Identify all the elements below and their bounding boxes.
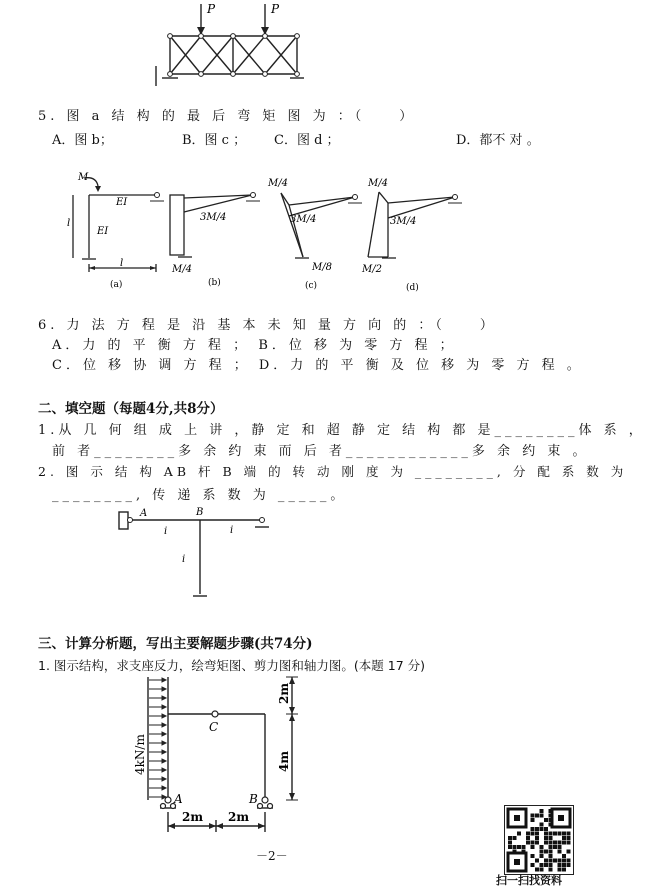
- fig-a-moment-label: M: [78, 172, 89, 183]
- fig-c-top-label: M/4: [268, 178, 288, 189]
- fig-ab-stiffness-1: i: [164, 526, 168, 537]
- section-2-q2-line-1: 2. 图 示 结 构 AB 杆 B 端 的 转 动 刚 度 为 ________, 分 配 系 数 为: [38, 464, 628, 479]
- fig-c-mid-label: 3M/4: [290, 214, 317, 225]
- frame-load-label: 4kN/m: [133, 734, 147, 775]
- q5-option-c: C．图 d ；: [274, 133, 340, 148]
- section-2-heading: 二、填空题（每题4分,共8分）: [38, 401, 224, 417]
- section-2-q2-line-2: ________, 传 递 系 数 为 _____。: [52, 488, 348, 503]
- fig-a-ei-beam: EI: [116, 197, 128, 208]
- fig-d-caption: (d): [406, 283, 419, 293]
- page-number: －2－: [256, 849, 288, 863]
- frame-point-c: C: [209, 720, 219, 734]
- truss-load-1: P: [207, 2, 216, 16]
- fig-d-top-label: M/4: [368, 178, 388, 189]
- section-3-heading: 三、计算分析题，写出主要解题步骤(共74分): [38, 636, 313, 652]
- fig-b-mid-label: 3M/4: [200, 212, 227, 223]
- frame-point-b: B: [249, 792, 258, 806]
- q6-options-line-1: A．力 的 平 衡 方 程 ； B．位 移 为 零 方 程 ；: [52, 338, 457, 353]
- q5-option-b: B．图 c ；: [182, 133, 247, 148]
- section-3-q1: 1. 图示结构，求支座反力，绘弯矩图、剪力图和轴力图。(本题 17 分): [38, 658, 426, 673]
- fig-ab-label-a: A: [140, 508, 148, 519]
- fig-a-caption: (a): [110, 280, 123, 290]
- section-2-q1-line-2: 前 者________多 余 约 束 而 后 者____________多 余 约 束 。: [52, 444, 590, 459]
- frame-dim-vertical-2m: 2m: [277, 682, 291, 704]
- fig-b-caption: (b): [208, 278, 221, 288]
- fig-c-base-label: M/8: [312, 262, 332, 273]
- q5-option-a: A．图 b；: [52, 133, 113, 148]
- fig-a-length-horizontal: l: [120, 258, 124, 269]
- fig-c-caption: (c): [305, 281, 318, 291]
- frame-dim-vertical-4m: 4m: [277, 750, 291, 772]
- fig-ab-label-b: B: [196, 507, 204, 518]
- fig-ab-stiffness-2: i: [230, 525, 234, 536]
- truss-load-2: P: [271, 2, 280, 16]
- fig-b-base-label: M/4: [172, 264, 192, 275]
- q5-stem: 5. 图 a 结 构 的 最 后 弯 矩 图 为 ：（ ）: [38, 109, 417, 124]
- qr-code-image: [504, 805, 574, 875]
- qr-caption: 扫一扫找资料: [496, 874, 562, 887]
- frame-dim-horizontal-2m-2: 2m: [228, 810, 250, 824]
- fig-a-length-vertical: l: [67, 218, 71, 229]
- section-2-q1-line-1: 1.从 几 何 组 成 上 讲 ，静 定 和 超 静 定 结 构 都 是________体 系 ，: [38, 423, 646, 438]
- q5-option-d: D．都不 对 。: [456, 133, 540, 148]
- q6-options-line-2: C．位 移 协 调 方 程 ； D．力 的 平 衡 及 位 移 为 零 方 程 。: [52, 358, 584, 373]
- fig-d-mid-label: 3M/4: [390, 216, 417, 227]
- fig-d-base-label: M/2: [362, 264, 382, 275]
- fig-ab-stiffness-3: i: [182, 554, 186, 565]
- q6-stem: 6. 力 法 方 程 是 沿 基 本 未 知 量 方 向 的 ：（ ）: [38, 318, 497, 333]
- fig-a-ei-column: EI: [97, 226, 109, 237]
- frame-dim-horizontal-2m-1: 2m: [182, 810, 204, 824]
- frame-point-a: A: [174, 792, 183, 806]
